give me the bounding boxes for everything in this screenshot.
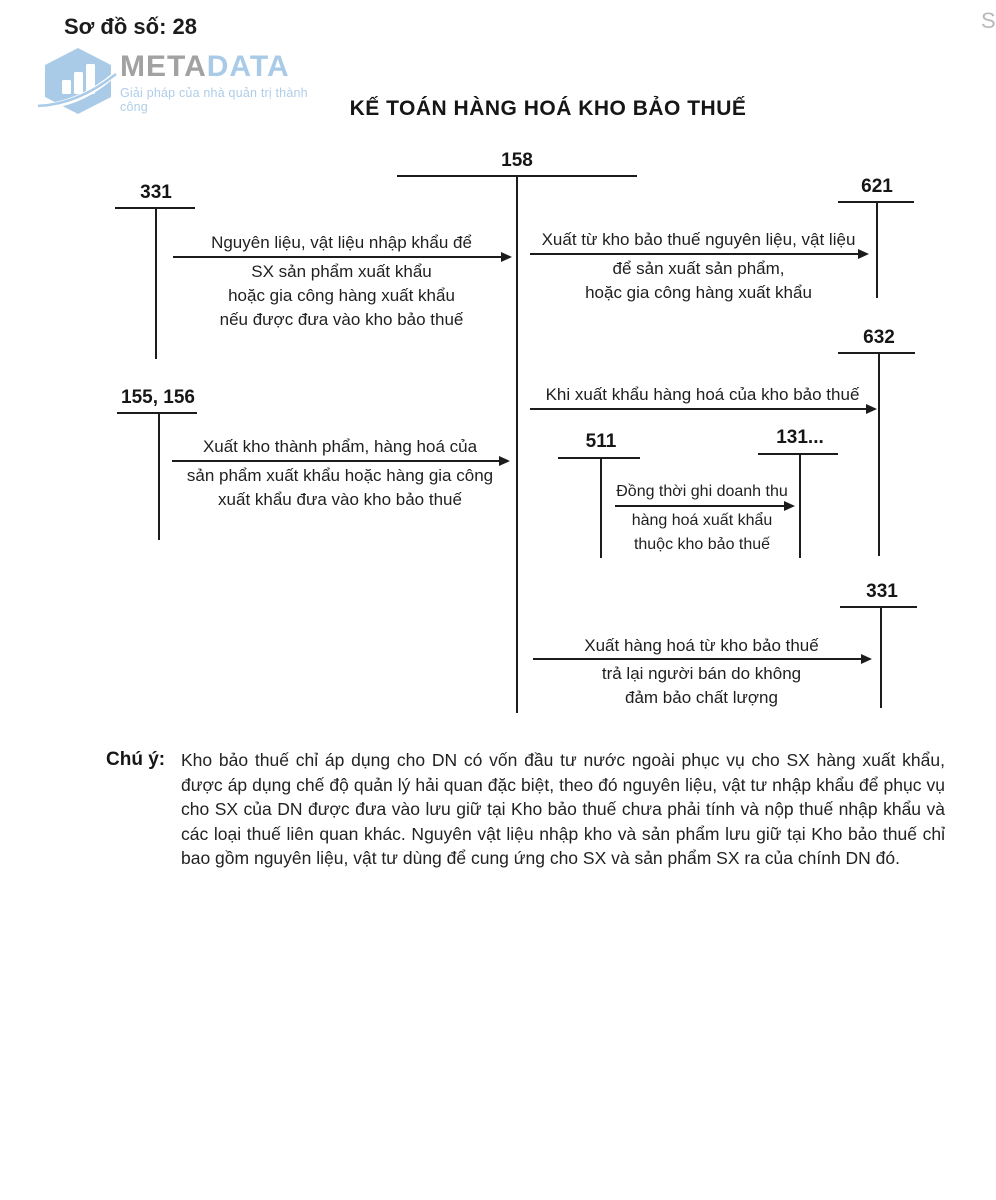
- flow-158-to-331-arrow: [533, 658, 870, 660]
- account-label-511: 511: [585, 431, 617, 452]
- account-632-vline: [878, 352, 880, 556]
- account-label-632: 632: [863, 327, 895, 348]
- account-label-331-top: 331: [140, 182, 172, 203]
- account-155-156-vline: [158, 412, 160, 540]
- flow-text-line: sản phẩm xuất khẩu hoặc hàng gia công: [186, 466, 494, 485]
- corner-letter: S: [981, 8, 996, 33]
- account-331-bottom-vline: [880, 606, 882, 708]
- flow-511-to-131-lines-below: [608, 509, 796, 557]
- logo-tagline: Giải pháp của nhà quản trị thành công: [120, 86, 308, 114]
- flow-155-156-to-158-line-above: Xuất kho thành phẩm, hàng hoá của: [202, 437, 478, 456]
- account-621-vline: [876, 201, 878, 298]
- flow-text-line: thuộc kho bảo thuế: [633, 536, 771, 553]
- account-label-621: 621: [861, 176, 893, 197]
- account-155-156-hline: [117, 412, 197, 414]
- note-label: Chú ý:: [106, 749, 166, 770]
- flow-158-to-621-lines-below: [527, 257, 870, 305]
- flow-text-line: nếu được đưa vào kho bảo thuế: [219, 310, 464, 329]
- flow-text-line: đảm bảo chất lượng: [625, 688, 778, 707]
- flow-155-156-to-158-arrow: [172, 460, 508, 462]
- flow-text-line: hoặc gia công hàng xuất khẩu: [228, 286, 455, 305]
- flow-158-to-621-arrow: [530, 253, 867, 255]
- logo-word-data: DATA: [206, 50, 290, 83]
- logo-word-meta: META: [120, 50, 207, 83]
- flow-158-to-331-line-above: Xuất hàng hoá từ kho bảo thuế: [584, 636, 819, 655]
- account-131-hline: [758, 453, 838, 455]
- account-label-331-bottom: 331: [866, 581, 898, 602]
- account-label-131: 131...: [776, 427, 824, 448]
- note-body: Kho bảo thuế chỉ áp dụng cho DN có vốn đầu tư nước ngoài phục vụ cho SX hàng xuất khẩu, được áp dụng chế độ quản lý hải quan đặc biệt, theo đó nguyên liệu, vật tư nhập khẩu để phục vụ cho SX của DN được đưa vào lưu giữ tại Kho bảo thuế chưa phải tính và nộp thuế nhập khẩu và các loại thuế liên quan khác. Nguyên vật liệu nhập kho và sản phẩm lưu giữ tại Kho bảo thuế chỉ bao gồm nguyên liệu, vật tư dùng để cung ứng cho SX và sản phẩm SX ra của chính DN đó.: [181, 750, 945, 869]
- flow-511-to-131-arrow: [615, 505, 793, 507]
- flow-text-line: trả lại người bán do không: [601, 664, 802, 683]
- diagram-number: Sơ đồ số: 28: [64, 14, 197, 39]
- logo-hexagon-chart-icon: [38, 46, 118, 116]
- flow-text-line: hoặc gia công hàng xuất khẩu: [585, 283, 812, 302]
- account-131-vline: [799, 453, 801, 558]
- flow-331-to-158-lines-below: [173, 260, 510, 332]
- flow-text-line: xuất khẩu đưa vào kho bảo thuế: [218, 490, 462, 509]
- flow-155-156-to-158-lines-below: [168, 464, 512, 512]
- flow-158-to-621-line-above: Xuất từ kho bảo thuế nguyên liệu, vật liệu: [541, 230, 856, 249]
- flow-511-to-131-line-above: Đồng thời ghi doanh thu: [616, 483, 788, 500]
- account-label-158: 158: [501, 150, 533, 171]
- flow-text-line: hàng hoá xuất khẩu: [631, 512, 773, 529]
- account-label-155-156: 155, 156: [121, 387, 195, 408]
- account-331-bottom-hline: [840, 606, 917, 608]
- logo-wordmark: [120, 52, 318, 82]
- account-632-hline: [838, 352, 915, 354]
- flow-331-to-158-arrow: [173, 256, 510, 258]
- flow-158-to-331-lines-below: [533, 662, 870, 710]
- account-331-top-vline: [155, 207, 157, 359]
- flow-text-line: SX sản phẩm xuất khẩu: [251, 262, 432, 281]
- flow-158-to-632-line-above: Khi xuất khẩu hàng hoá của kho bảo thuế: [545, 385, 860, 404]
- page-title: KẾ TOÁN HÀNG HOÁ KHO BẢO THUẾ: [349, 97, 747, 120]
- account-511-vline: [600, 457, 602, 558]
- flow-331-to-158-line-above: Nguyên liệu, vật liệu nhập khẩu để: [211, 233, 472, 252]
- account-158-vline: [516, 175, 518, 713]
- flow-text-line: để sản xuất sản phẩm,: [612, 259, 785, 278]
- metadata-logo: [38, 46, 318, 116]
- flow-158-to-632-arrow: [530, 408, 875, 410]
- account-511-hline: [558, 457, 640, 459]
